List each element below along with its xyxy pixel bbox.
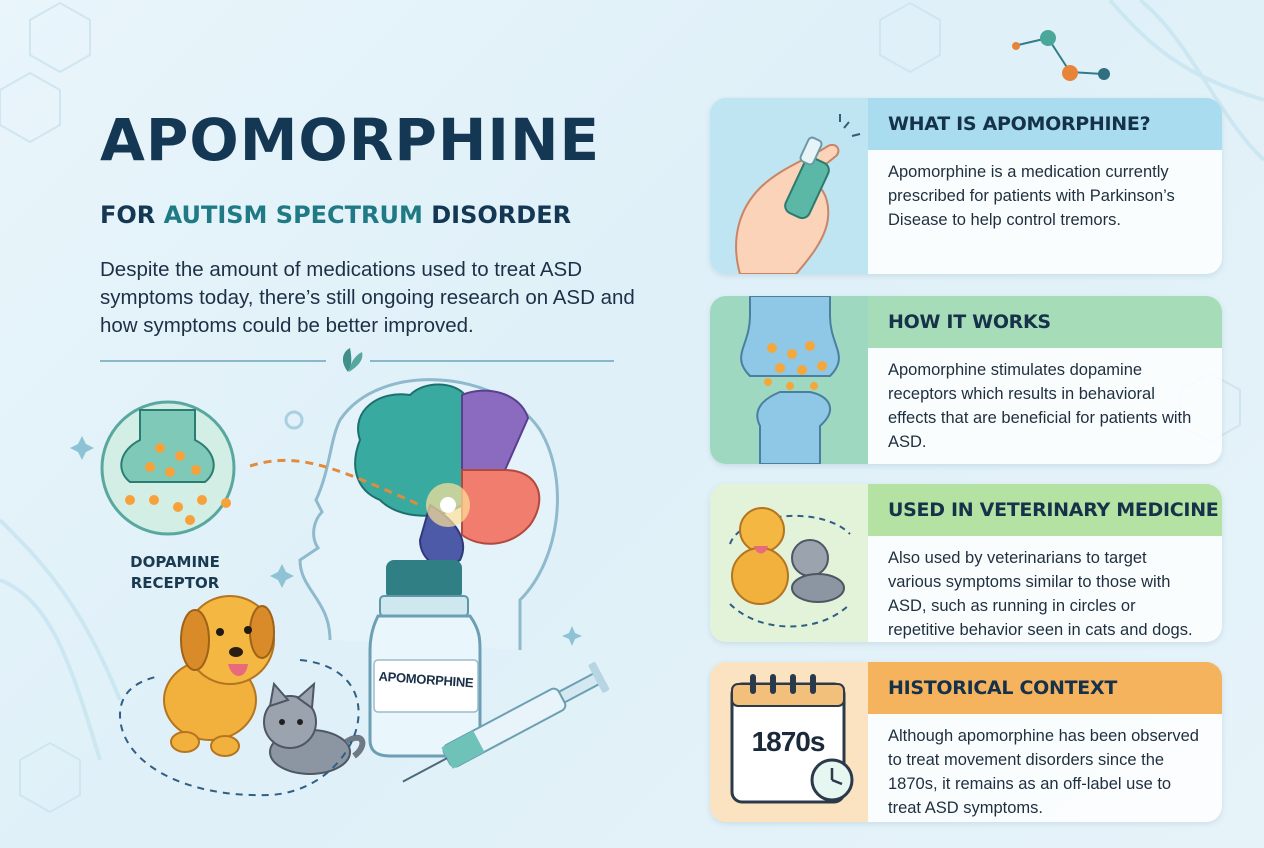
card-title: USED IN VETERINARY MEDICINE: [868, 484, 1222, 536]
receptor-label: DOPAMINE RECEPTOR: [130, 553, 220, 592]
card-what-is-apomorphine: [710, 98, 1222, 274]
dog-icon: [164, 596, 274, 756]
cat-icon: [264, 684, 362, 774]
hand-holding-dropper-icon: [710, 98, 868, 274]
dopamine-receptor-icon: [102, 402, 234, 534]
card-title: HOW IT WORKS: [868, 296, 1222, 348]
clock-icon: [812, 760, 852, 800]
card-historical-context: [710, 662, 1222, 822]
vial-label: APOMORPHINE: [378, 668, 474, 691]
synapse-icon: [710, 296, 868, 464]
card-title: HISTORICAL CONTEXT: [868, 662, 1222, 714]
molecule-icon: [1012, 30, 1110, 81]
leaf-icon: [343, 348, 362, 372]
subtitle-prefix: FOR: [100, 201, 164, 229]
page-title: APOMORPHINE: [100, 106, 601, 174]
card-body: Apomorphine stimulates dopamine receptors which results in behavioral effects that are beneficial for patients with ASD.: [868, 348, 1222, 464]
subtitle-highlight: AUTISM SPECTRUM: [163, 201, 423, 229]
card-title: WHAT IS APOMORPHINE?: [868, 98, 1222, 150]
intro-paragraph: Despite the amount of medications used to treat ASD symptoms today, there’s still ongoing research on ASD and how symptoms could be better improved.: [100, 258, 635, 337]
card-veterinary-medicine: [710, 484, 1222, 642]
calendar-year: 1870s: [751, 726, 825, 757]
card-how-it-works: [710, 296, 1222, 464]
subtitle-suffix: DISORDER: [422, 201, 572, 229]
card-body: Apomorphine is a medication currently prescribed for patients with Parkinson’s Disease to help control tremors.: [868, 150, 1222, 274]
dog-and-cat-icon: [710, 484, 868, 642]
card-body: Also used by veterinarians to target various symptoms similar to those with ASD, such as running in circles or repetitive behavior seen in cats and dogs.: [868, 536, 1222, 642]
card-body: Although apomorphine has been observed to treat movement disorders since the 1870s, it remains as an off-label use to treat ASD symptoms.: [868, 714, 1222, 822]
